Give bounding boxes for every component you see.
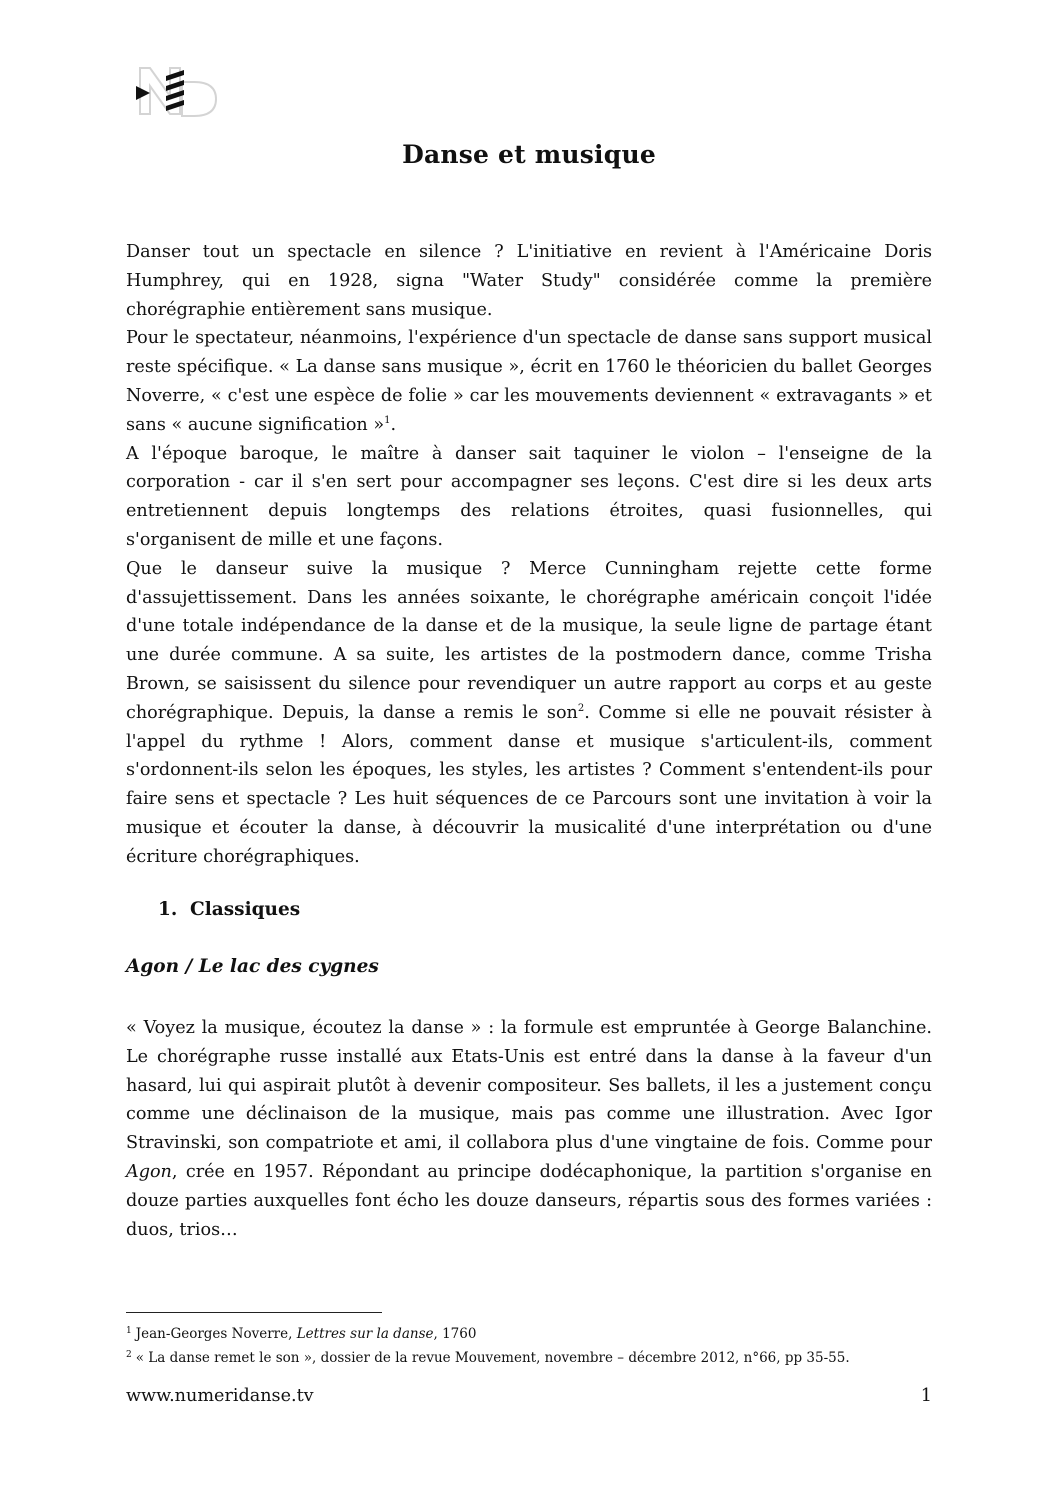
footnote-1: $^1$ Jean-Georges Noverre, Lettres sur la danse, 1760 (126, 1325, 477, 1342)
section-title: Classiques (190, 899, 301, 920)
footnote-2: $^2$ « La danse remet le son », dossier de la revue Mouvement, novembre – décembre 2012, n°66, pp 35-55. (126, 1349, 850, 1366)
intro-paragraph-4: Que le danseur suive la musique ? Merce Cunningham rejette cette forme d'assujettissement. Dans les années soixante, le chorégraphe américain conçoit l'idée d'une totale indépendance de la danse et de la musique, la seule ligne de partage étant une durée commune. A sa suite, les artistes de la postmodern dance, comme Trisha Brown, se saisissent du silence pour revendiquer un autre rapport au corps et au geste chorégraphique. Depuis, la danse a remis le son$^2$. Comme si elle ne pouvait résister à l'appel du rythme ! Alors, comment danse et musique s'articulent-ils, comment s'ordonnent-ils selon les époques, les styles, les artistes ? Comment s'entendent-ils pour faire sens et spectacle ? Les huit séquences de ce Parcours sont une invitation à voir la musique et écouter la danse, à découvrir la musicalité d'une interprétation ou d'une écriture chorégraphiques. (126, 558, 932, 867)
section-heading (158, 899, 300, 920)
intro-paragraph-1: Danser tout un spectacle en silence ? L'initiative en revient à l'Américaine Doris Humphrey, qui en 1928, signa "Water Study" considérée comme la première chorégraphie entièrement sans musique. (126, 242, 932, 320)
footnote-ref-1[interactable]: 1 (384, 414, 391, 426)
footnotes (126, 1322, 946, 1370)
page-number: 1 (920, 1386, 932, 1406)
footer-url-link[interactable]: www.numeridanse.tv (126, 1386, 314, 1406)
section-number: 1. (158, 899, 178, 920)
intro-text (126, 238, 932, 872)
intro-paragraph-2: Pour le spectateur, néanmoins, l'expérience d'un spectacle de danse sans support musical reste spécifique. « La danse sans musique », écrit en 1760 le théoricien du ballet Georges Noverre, « c'est une espèce de folie » car les mouvements deviennent « extravagants » et sans « aucune signification »$^1$. (126, 328, 932, 435)
section-paragraph: « Voyez la musique, écoutez la danse » : la formule est empruntée à George Balanchine. Le chorégraphe russe installé aux Etats-Unis est entré dans la danse à la faveur d'un hasard, lui qui aspirait plutôt à devenir compositeur. Ses ballets, il les a justement conçu comme une déclinaison de la musique, mais pas comme une illustration. Avec Igor Stravinski, son compatriote et ami, il collabora plus d'une vingtaine de fois. Comme pour Agon, crée en 1957. Répondant au principe dodécaphonique, la partition s'organise en douze parties auxquelles font écho les douze danseurs, répartis sous des formes variées : duos, trios… (126, 1018, 932, 1240)
work-title: Agon (126, 1161, 172, 1182)
subsection-heading: Agon / Le lac des cygnes (126, 956, 379, 977)
footnote-divider (126, 1312, 382, 1313)
document-title: Danse et musique (402, 140, 656, 169)
numeridanse-logo-icon (136, 66, 218, 118)
footnote-ref-2[interactable]: 2 (577, 702, 585, 714)
intro-paragraph-3: A l'époque baroque, le maître à danser sait taquiner le violon – l'enseigne de la corporation - car il s'en sert pour accompagner ses leçons. C'est dire si les deux arts entretiennent depuis longtemps des relations étroites, quasi fusionnelles, qui s'organisent de mille et une façons. (126, 443, 932, 550)
